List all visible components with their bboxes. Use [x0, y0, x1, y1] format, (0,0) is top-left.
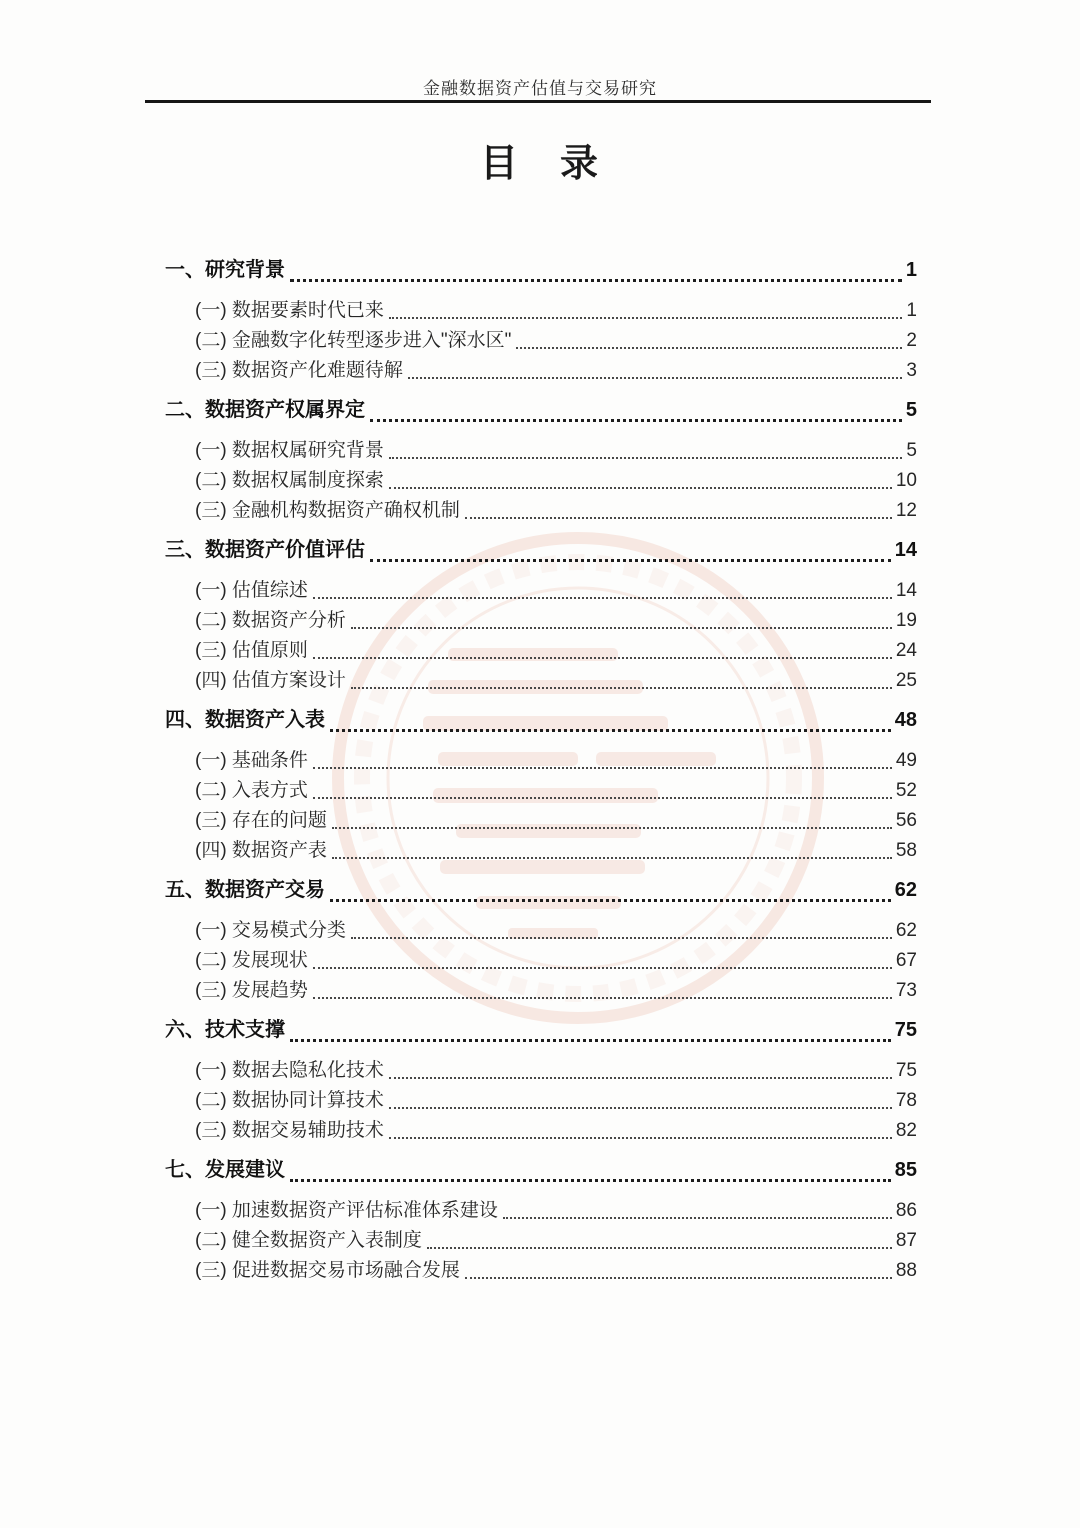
dot-leader [389, 1107, 892, 1109]
toc-item-row[interactable] [165, 326, 917, 356]
dot-leader [330, 899, 891, 902]
toc-item-label: (二) 数据权属制度探索 [195, 470, 384, 491]
dot-leader [427, 1247, 892, 1249]
dot-leader [351, 687, 892, 689]
dot-leader [290, 1039, 891, 1042]
page-number: 78 [895, 1090, 917, 1111]
toc [165, 246, 917, 1286]
toc-item-label: (一) 基础条件 [195, 750, 308, 771]
toc-section-row[interactable] [165, 392, 917, 428]
toc-item-row[interactable] [165, 1196, 917, 1226]
toc-item-label: (一) 数据要素时代已来 [195, 300, 384, 321]
toc-item-label: (一) 交易模式分类 [195, 920, 346, 941]
page-number: 62 [894, 879, 917, 901]
toc-item-row[interactable] [165, 1226, 917, 1256]
page-number: 62 [895, 920, 917, 941]
toc-section-label: 四、数据资产入表 [165, 709, 325, 731]
page-number: 24 [895, 640, 917, 661]
toc-item-label: (一) 估值综述 [195, 580, 308, 601]
toc-item-label: (一) 加速数据资产评估标准体系建设 [195, 1200, 498, 1221]
toc-item-row[interactable] [165, 356, 917, 386]
toc-item-row[interactable] [165, 636, 917, 666]
dot-leader [313, 967, 892, 969]
toc-item-row[interactable] [165, 1256, 917, 1286]
toc-item-row[interactable] [165, 746, 917, 776]
toc-item-label: (二) 数据资产分析 [195, 610, 346, 631]
dot-leader [370, 559, 891, 562]
header-rule [145, 100, 931, 103]
toc-section-row[interactable] [165, 532, 917, 568]
toc-item-row[interactable] [165, 466, 917, 496]
toc-item-label: (三) 促进数据交易市场融合发展 [195, 1260, 460, 1281]
page-number: 19 [895, 610, 917, 631]
dot-leader [332, 857, 892, 859]
page-number: 12 [895, 500, 917, 521]
page-number: 86 [895, 1200, 917, 1221]
dot-leader [465, 1277, 892, 1279]
toc-item-row[interactable] [165, 296, 917, 326]
toc-section-label: 六、技术支撑 [165, 1019, 285, 1041]
page-number: 3 [906, 360, 917, 381]
toc-item-label: (三) 发展趋势 [195, 980, 308, 1001]
page-number: 88 [895, 1260, 917, 1281]
toc-section-label: 七、发展建议 [165, 1159, 285, 1181]
toc-item-label: (三) 数据交易辅助技术 [195, 1120, 384, 1141]
toc-item-row[interactable] [165, 606, 917, 636]
dot-leader [290, 279, 902, 282]
page-number: 75 [895, 1060, 917, 1081]
toc-item-row[interactable] [165, 976, 917, 1006]
dot-leader [370, 419, 902, 422]
toc-item-label: (一) 数据去隐私化技术 [195, 1060, 384, 1081]
toc-item-label: (二) 金融数字化转型逐步进入"深水区" [195, 330, 512, 351]
toc-item-label: (三) 数据资产化难题待解 [195, 360, 403, 381]
toc-section-row[interactable] [165, 1012, 917, 1048]
page-title: 目 录 [479, 143, 600, 185]
toc-item-label: (四) 数据资产表 [195, 840, 327, 861]
toc-item-row[interactable] [165, 576, 917, 606]
toc-item-label: (三) 存在的问题 [195, 810, 327, 831]
toc-item-label: (二) 发展现状 [195, 950, 308, 971]
toc-section-row[interactable] [165, 1152, 917, 1188]
dot-leader [516, 347, 902, 349]
page-number: 1 [906, 300, 917, 321]
toc-section-row[interactable] [165, 872, 917, 908]
toc-item-label: (二) 健全数据资产入表制度 [195, 1230, 422, 1251]
page-number: 58 [895, 840, 917, 861]
toc-section-label: 三、数据资产价值评估 [165, 539, 365, 561]
page-number: 56 [895, 810, 917, 831]
toc-section-row[interactable] [165, 252, 917, 288]
dot-leader [503, 1217, 892, 1219]
toc-item-row[interactable] [165, 776, 917, 806]
toc-item-label: (三) 金融机构数据资产确权机制 [195, 500, 460, 521]
page-number: 5 [905, 399, 917, 421]
dot-leader [290, 1179, 891, 1182]
dot-leader [332, 827, 892, 829]
dot-leader [351, 937, 892, 939]
toc-item-row[interactable] [165, 806, 917, 836]
toc-section-label: 五、数据资产交易 [165, 879, 325, 901]
page-number: 87 [895, 1230, 917, 1251]
page-number: 25 [895, 670, 917, 691]
toc-section-row[interactable] [165, 702, 917, 738]
toc-item-row[interactable] [165, 1116, 917, 1146]
dot-leader [313, 797, 892, 799]
toc-item-label: (四) 估值方案设计 [195, 670, 346, 691]
toc-item-row[interactable] [165, 946, 917, 976]
dot-leader [351, 627, 892, 629]
toc-item-row[interactable] [165, 436, 917, 466]
dot-leader [389, 457, 902, 459]
toc-item-label: (一) 数据权属研究背景 [195, 440, 384, 461]
page-number: 49 [895, 750, 917, 771]
dot-leader [313, 997, 892, 999]
toc-item-row[interactable] [165, 496, 917, 526]
dot-leader [313, 597, 892, 599]
toc-item-label: (二) 入表方式 [195, 780, 308, 801]
toc-item-row[interactable] [165, 1086, 917, 1116]
dot-leader [313, 767, 892, 769]
page-number: 14 [894, 539, 917, 561]
dot-leader [389, 1077, 892, 1079]
dot-leader [389, 1137, 892, 1139]
page-number: 48 [894, 709, 917, 731]
toc-section-label: 二、数据资产权属界定 [165, 399, 365, 421]
toc-item-row[interactable] [165, 1056, 917, 1086]
dot-leader [313, 657, 892, 659]
page-number: 2 [906, 330, 917, 351]
toc-item-row[interactable] [165, 916, 917, 946]
toc-item-row[interactable] [165, 836, 917, 866]
page-number: 75 [894, 1019, 917, 1041]
page-number: 82 [895, 1120, 917, 1141]
dot-leader [408, 377, 902, 379]
page-number: 14 [895, 580, 917, 601]
page-number: 10 [895, 470, 917, 491]
toc-section-label: 一、研究背景 [165, 259, 285, 281]
page-number: 85 [894, 1159, 917, 1181]
toc-item-label: (三) 估值原则 [195, 640, 308, 661]
page-number: 1 [905, 259, 917, 281]
dot-leader [330, 729, 891, 732]
dot-leader [465, 517, 892, 519]
toc-item-row[interactable] [165, 666, 917, 696]
page-number: 52 [895, 780, 917, 801]
page-number: 73 [895, 980, 917, 1001]
running-header-title: 金融数据资产估值与交易研究 [423, 79, 657, 98]
page-number: 5 [906, 440, 917, 461]
dot-leader [389, 487, 892, 489]
toc-item-label: (二) 数据协同计算技术 [195, 1090, 384, 1111]
page-number: 67 [895, 950, 917, 971]
dot-leader [389, 317, 902, 319]
